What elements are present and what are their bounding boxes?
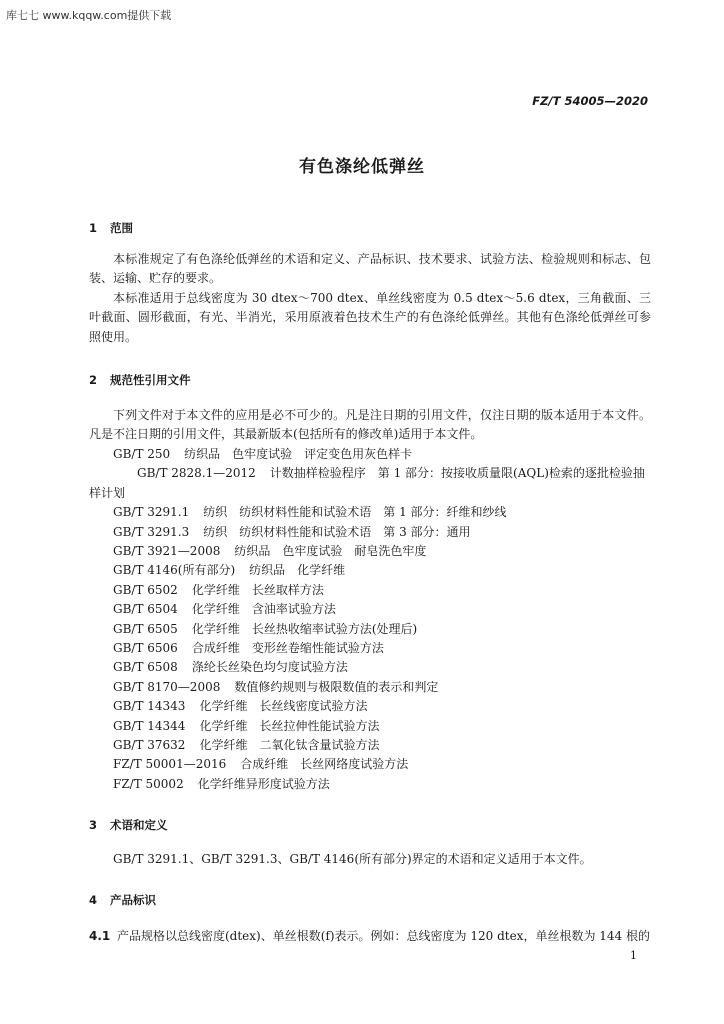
reference-item xyxy=(89,581,651,600)
section-heading-product-identification xyxy=(89,893,156,907)
reference-title: 化学纤维 长丝线密度试验方法 xyxy=(199,699,368,714)
reference-title: 纺织 纺织材料性能和试验术语 第 3 部分：通用 xyxy=(203,524,471,539)
reference-title: 化学纤维 二氧化钛含量试验方法 xyxy=(199,737,380,752)
reference-item xyxy=(89,736,651,755)
section-title: 术语和定义 xyxy=(110,818,168,832)
reference-code: GB/T 3291.3 xyxy=(113,524,190,539)
reference-code: GB/T 6508 xyxy=(113,660,178,675)
section-heading-scope xyxy=(89,221,133,235)
watermark-text: 库七七 www.kqqw.com提供下载 xyxy=(6,9,172,22)
reference-title: 纺织品 色牢度试验 评定变色用灰色样卡 xyxy=(184,447,413,461)
reference-title: 化学纤维 长丝取样方法 xyxy=(191,582,324,597)
reference-title: 纺织 纺织材料性能和试验术语 第 1 部分：纤维和纱线 xyxy=(203,505,507,520)
reference-code: GB/T 3921—2008 xyxy=(113,543,221,558)
page-number: 1 xyxy=(630,949,637,962)
reference-item xyxy=(89,717,651,736)
reference-item xyxy=(89,445,651,464)
reference-item xyxy=(89,775,651,794)
reference-item xyxy=(89,523,651,542)
reference-title: 纺织品 色牢度试验 耐皂洗色牢度 xyxy=(234,543,427,558)
reference-title: 数值修约规则与极限数值的表示和判定 xyxy=(234,679,439,694)
reference-title: 合成纤维 变形丝卷缩性能试验方法 xyxy=(191,640,384,655)
section-number: 1 xyxy=(89,221,98,235)
standard-code: FZ/T 54005—2020 xyxy=(532,94,648,108)
paragraph: 本标准规定了有色涤纶低弹丝的术语和定义、产品标识、技术要求、试验方法、检验规则和标志、包装、运输、贮存的要求。 xyxy=(89,252,651,286)
clause-number: 4.1 xyxy=(89,929,111,943)
reference-item xyxy=(89,697,651,716)
reference-code: GB/T 14343 xyxy=(113,699,186,714)
reference-item xyxy=(89,503,651,522)
reference-code: GB/T 6502 xyxy=(113,582,178,597)
reference-item xyxy=(89,639,651,658)
reference-item xyxy=(89,620,651,639)
reference-code: FZ/T 50002 xyxy=(113,776,184,791)
clause-text: 产品规格以总线密度(dtex)、单丝根数(f)表示。例如：总线密度为 120 dtex，单丝根数为 144 根的 xyxy=(117,929,650,943)
paragraph: GB/T 3291.1、GB/T 3291.3、GB/T 4146(所有部分)界定的术语和定义适用于本文件。 xyxy=(113,852,592,866)
reference-title: 化学纤维异形度试验方法 xyxy=(197,776,330,791)
reference-code: GB/T 6504 xyxy=(113,602,178,617)
paragraph: 本标准适用于总线密度为 30 dtex～700 dtex、单丝线密度为 0.5 dtex～5.6 dtex，三角截面、三叶截面、圆形截面，有光、半消光，采用原液着色技术生产的有色涤纶低弹丝。其他有色涤纶低弹丝可参照使用。 xyxy=(89,290,651,344)
reference-code: GB/T 14344 xyxy=(113,718,186,733)
clause-4-1 xyxy=(89,927,650,946)
reference-item xyxy=(89,542,651,561)
reference-code: GB/T 6506 xyxy=(113,640,178,655)
section-title: 范围 xyxy=(110,221,133,235)
section-number: 4 xyxy=(89,893,98,907)
document-title: 有色涤纶低弹丝 xyxy=(299,157,425,177)
reference-item xyxy=(89,755,651,774)
reference-code: FZ/T 50001—2016 xyxy=(113,757,227,772)
reference-code: GB/T 2828.1—2012 xyxy=(137,466,256,481)
section-heading-terms xyxy=(89,818,168,832)
reference-code: GB/T 3291.1 xyxy=(113,505,190,520)
section-title: 产品标识 xyxy=(110,893,156,907)
reference-item xyxy=(89,600,651,619)
reference-title: 化学纤维 长丝热收缩率试验方法(处理后) xyxy=(191,621,418,636)
reference-item xyxy=(89,464,651,503)
reference-title: 涤纶长丝染色均匀度试验方法 xyxy=(191,660,348,675)
reference-code: GB/T 6505 xyxy=(113,621,178,636)
reference-item xyxy=(89,658,651,677)
reference-code: GB/T 250 xyxy=(113,447,171,461)
reference-title: 合成纤维 长丝网络度试验方法 xyxy=(240,757,409,772)
reference-title: 纺织品 化学纤维 xyxy=(249,563,346,578)
section-title: 规范性引用文件 xyxy=(110,373,191,387)
reference-title: 化学纤维 长丝拉伸性能试验方法 xyxy=(199,718,380,733)
reference-code: GB/T 37632 xyxy=(113,737,186,752)
section-number: 3 xyxy=(89,818,98,832)
reference-code: GB/T 4146(所有部分) xyxy=(113,563,236,578)
reference-item xyxy=(89,678,651,697)
reference-code: GB/T 8170—2008 xyxy=(113,679,221,694)
terms-text xyxy=(89,850,651,869)
reference-title: 计数抽样检验程序 第 1 部分：按接收质量限(AQL)检索的逐批检验抽样计划 xyxy=(89,466,645,500)
section-heading-normative-references xyxy=(89,373,191,387)
section-number: 2 xyxy=(89,373,98,387)
reference-item xyxy=(89,561,651,580)
scope-text xyxy=(89,250,651,347)
reference-title: 化学纤维 含油率试验方法 xyxy=(191,602,336,617)
reference-list xyxy=(89,445,651,794)
paragraph: 下列文件对于本文件的应用是必不可少的。凡是注日期的引用文件，仅注日期的版本适用于本文件。凡是不注日期的引用文件，其最新版本(包括所有的修改单)适用于本文件。 xyxy=(89,408,651,442)
references-intro xyxy=(89,406,651,445)
